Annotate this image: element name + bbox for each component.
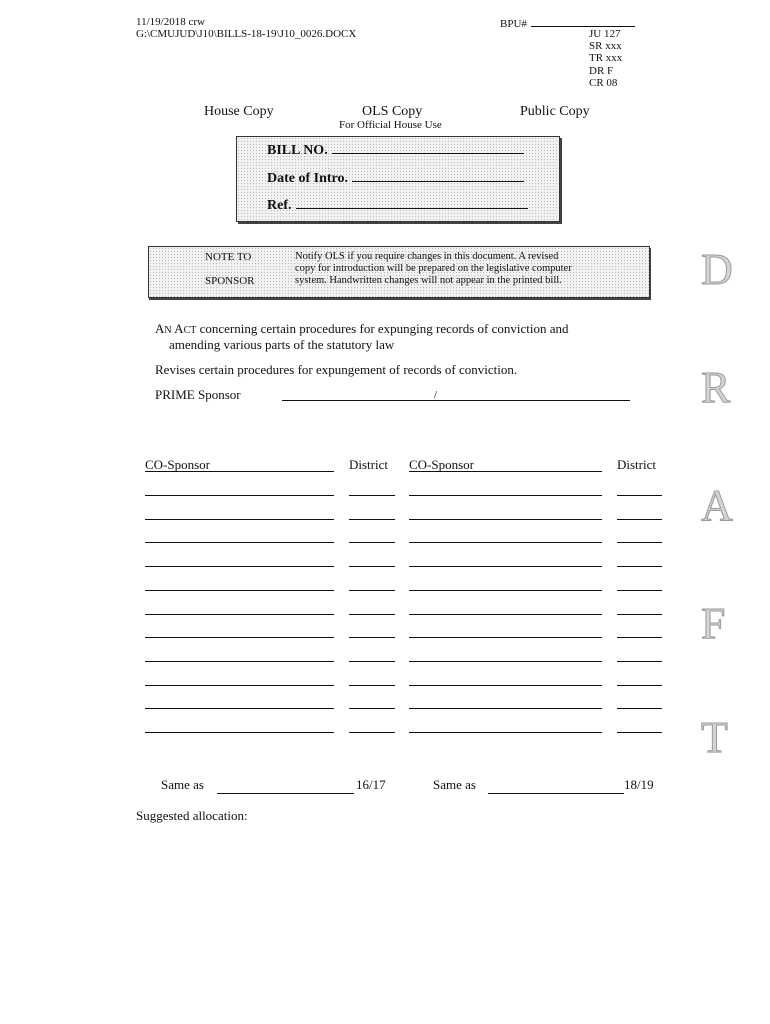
house-copy-label: House Copy xyxy=(204,104,274,119)
district-left-line[interactable] xyxy=(349,614,395,615)
suggested-allocation-label: Suggested allocation: xyxy=(136,808,248,823)
path-line: G:\CMUJUD\J10\BILLS-18-19\J10_0026.DOCX xyxy=(136,28,357,40)
act-title-line2: amending various parts of the statutory law xyxy=(169,337,395,352)
cosponsor-left-line[interactable] xyxy=(145,566,334,567)
cosponsor-right-line[interactable] xyxy=(409,614,602,615)
act-title-line1 xyxy=(155,322,680,338)
district-left-line[interactable] xyxy=(349,661,395,662)
code-sr: SR xxx xyxy=(589,40,622,53)
draft-letter-t: T xyxy=(701,713,728,762)
cosponsor-right-line[interactable] xyxy=(409,732,602,733)
act-act: ACT xyxy=(174,321,197,336)
draft-letter-r: R xyxy=(701,363,731,412)
district-header-left: District xyxy=(349,457,388,472)
code-dr: DR F xyxy=(589,64,614,77)
cosponsor-left-line[interactable] xyxy=(145,661,334,662)
public-copy-label: Public Copy xyxy=(520,104,590,119)
cosponsor-left-line[interactable] xyxy=(145,685,334,686)
district-right-line[interactable] xyxy=(617,661,662,662)
cosponsor-right-line[interactable] xyxy=(409,637,602,638)
act-an: AN xyxy=(155,321,172,336)
ref-field[interactable] xyxy=(296,196,528,209)
date-intro-label: Date of Intro. xyxy=(267,171,349,186)
same-as-session-2: 18/19 xyxy=(624,777,654,792)
official-use-note: For Official House Use xyxy=(339,119,442,131)
draft-letter-a: A xyxy=(701,481,733,530)
same-as-field-1[interactable] xyxy=(217,793,354,794)
note-to-sponsor-box xyxy=(148,246,650,298)
note-text-line1: Notify OLS if you require changes in this document. A revised xyxy=(295,251,559,262)
cosponsor-left-line[interactable] xyxy=(145,637,334,638)
cosponsor-left-line[interactable] xyxy=(145,708,334,709)
prime-sponsor-field[interactable] xyxy=(282,390,630,401)
date-line: 11/19/2018 crw xyxy=(136,16,205,28)
bpu-label: BPU# xyxy=(500,18,527,30)
file-info xyxy=(136,16,356,40)
cosponsor-right-line[interactable] xyxy=(409,661,602,662)
bill-no-field[interactable] xyxy=(332,141,524,154)
cosponsor-left-line[interactable] xyxy=(145,542,334,543)
district-right-line[interactable] xyxy=(617,614,662,615)
act-title-text1: concerning certain procedures for expunging records of conviction and xyxy=(199,321,569,336)
district-right-line[interactable] xyxy=(617,685,662,686)
ref-label: Ref. xyxy=(267,198,292,213)
cosponsor-left-line[interactable] xyxy=(145,732,334,733)
prime-sponsor-label: PRIME Sponsor xyxy=(155,387,241,402)
cosponsor-right-line[interactable] xyxy=(409,519,602,520)
same-as-field-2[interactable] xyxy=(488,793,624,794)
bill-no-label: BILL NO. xyxy=(267,143,328,158)
district-right-line[interactable] xyxy=(617,519,662,520)
cosponsor-left-line[interactable] xyxy=(145,495,334,496)
district-left-line[interactable] xyxy=(349,708,395,709)
district-right-line[interactable] xyxy=(617,637,662,638)
district-left-line[interactable] xyxy=(349,685,395,686)
cosponsor-header-right-underline xyxy=(409,471,602,472)
district-left-line[interactable] xyxy=(349,732,395,733)
district-right-line[interactable] xyxy=(617,590,662,591)
note-label-line1: NOTE TO xyxy=(205,251,252,263)
same-as-session-1: 16/17 xyxy=(356,777,386,792)
cosponsor-left-line[interactable] xyxy=(145,590,334,591)
cosponsor-right-line[interactable] xyxy=(409,590,602,591)
cosponsor-left-line[interactable] xyxy=(145,614,334,615)
code-ju: JU 127 xyxy=(589,28,621,40)
district-left-line[interactable] xyxy=(349,637,395,638)
cosponsor-right-line[interactable] xyxy=(409,566,602,567)
district-right-line[interactable] xyxy=(617,542,662,543)
bpu-line[interactable] xyxy=(531,16,635,27)
committee-codes xyxy=(589,28,622,89)
date-intro-field[interactable] xyxy=(352,169,524,182)
cosponsor-header-left: CO-Sponsor xyxy=(145,457,211,472)
draft-letter-d: D xyxy=(701,245,733,294)
note-text-line2: copy for introduction will be prepared on the legislative computer xyxy=(295,263,572,274)
district-left-line[interactable] xyxy=(349,566,395,567)
bill-summary: Revises certain procedures for expungement of records of conviction. xyxy=(155,362,518,377)
cosponsor-left-line[interactable] xyxy=(145,519,334,520)
ols-copy-label: OLS Copy xyxy=(362,104,423,119)
district-left-line[interactable] xyxy=(349,495,395,496)
prime-sponsor-slash: / xyxy=(434,389,438,401)
draft-letter-f: F xyxy=(701,599,726,648)
cosponsor-right-line[interactable] xyxy=(409,685,602,686)
date-intro-row xyxy=(267,169,524,187)
cosponsor-header-right: CO-Sponsor xyxy=(409,457,475,472)
district-right-line[interactable] xyxy=(617,566,662,567)
district-right-line[interactable] xyxy=(617,732,662,733)
district-left-line[interactable] xyxy=(349,519,395,520)
same-as-label-1: Same as xyxy=(161,777,204,792)
bill-no-row xyxy=(267,141,524,159)
same-as-label-2: Same as xyxy=(433,777,476,792)
code-cr: CR 08 xyxy=(589,76,618,89)
note-text-line3: system. Handwritten changes will not appear in the printed bill. xyxy=(295,275,562,286)
cosponsor-right-line[interactable] xyxy=(409,708,602,709)
district-left-line[interactable] xyxy=(349,590,395,591)
note-label-line2: SPONSOR xyxy=(205,275,255,287)
district-right-line[interactable] xyxy=(617,495,662,496)
district-left-line[interactable] xyxy=(349,542,395,543)
cosponsor-header-left-underline xyxy=(145,471,334,472)
code-tr: TR xxx xyxy=(589,52,623,65)
note-text xyxy=(295,251,635,287)
ref-row xyxy=(267,196,528,214)
cosponsor-right-line[interactable] xyxy=(409,495,602,496)
bill-info-box xyxy=(236,136,560,222)
district-header-right: District xyxy=(617,457,656,472)
district-right-line[interactable] xyxy=(617,708,662,709)
cosponsor-right-line[interactable] xyxy=(409,542,602,543)
act-title xyxy=(155,322,680,352)
